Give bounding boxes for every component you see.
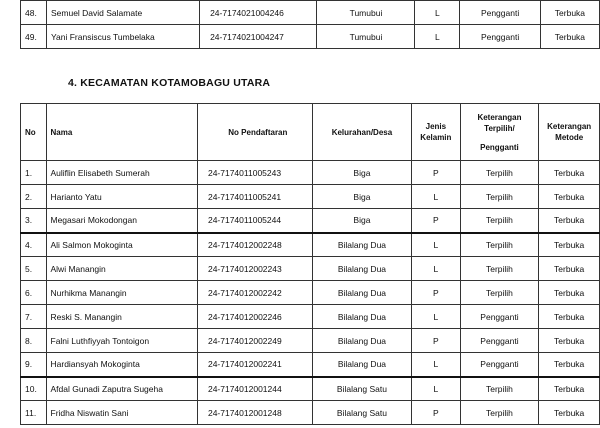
method: Terbuka	[539, 305, 600, 329]
header-name: Nama	[46, 104, 197, 161]
row-number: 49.	[21, 25, 47, 49]
header-registration: No Pendaftaran	[197, 104, 312, 161]
kelurahan: Tumubui	[317, 1, 415, 25]
status: Terpilih	[460, 401, 539, 425]
status: Pengganti	[460, 353, 539, 377]
gender: L	[415, 1, 460, 25]
registration-number: 24-7174021004247	[200, 25, 317, 49]
status: Terpilih	[460, 281, 539, 305]
table-row	[21, 185, 600, 209]
table-row	[21, 233, 600, 257]
section-title: 4. KECAMATAN KOTAMOBAGU UTARA	[68, 77, 271, 89]
kelurahan: Biga	[312, 209, 411, 233]
header-gender	[412, 104, 460, 161]
row-number: 11.	[21, 401, 47, 425]
method: Terbuka	[540, 25, 599, 49]
method: Terbuka	[539, 377, 600, 401]
registration-number: 24-7174012002248	[197, 233, 312, 257]
gender: P	[412, 281, 460, 305]
table-row	[21, 281, 600, 305]
registration-number: 24-7174012002249	[197, 329, 312, 353]
candidate-name: Hardiansyah Mokoginta	[46, 353, 197, 377]
registration-number: 24-7174012002246	[197, 305, 312, 329]
status: Pengganti	[460, 1, 541, 25]
status: Pengganti	[460, 329, 539, 353]
gender: P	[412, 209, 460, 233]
method: Terbuka	[539, 281, 600, 305]
status: Terpilih	[460, 257, 539, 281]
gender: L	[412, 353, 460, 377]
candidate-name: Ali Salmon Mokoginta	[46, 233, 197, 257]
kelurahan: Bilalang Dua	[312, 305, 411, 329]
row-number: 8.	[21, 329, 47, 353]
header-status	[460, 104, 539, 161]
method: Terbuka	[539, 161, 600, 185]
row-number: 6.	[21, 281, 47, 305]
row-number: 5.	[21, 257, 47, 281]
kelurahan: Bilalang Dua	[312, 353, 411, 377]
candidate-name: Semuel David Salamate	[46, 1, 199, 25]
table-row	[21, 209, 600, 233]
status: Terpilih	[460, 209, 539, 233]
candidate-name: Afdal Gunadi Zaputra Sugeha	[46, 377, 197, 401]
kelurahan: Bilalang Dua	[312, 281, 411, 305]
method: Terbuka	[540, 1, 599, 25]
registration-number: 24-7174011005243	[197, 161, 312, 185]
registration-number: 24-7174011005244	[197, 209, 312, 233]
kelurahan: Biga	[312, 185, 411, 209]
gender: P	[412, 329, 460, 353]
method: Terbuka	[539, 185, 600, 209]
table-row	[21, 305, 600, 329]
gender: L	[412, 233, 460, 257]
table-row	[21, 25, 600, 49]
gender: P	[412, 161, 460, 185]
candidate-name: Falni Luthfiyyah Tontoigon	[46, 329, 197, 353]
row-number: 1.	[21, 161, 47, 185]
kelurahan: Tumubui	[317, 25, 415, 49]
candidate-name: Yani Fransiscus Tumbelaka	[46, 25, 199, 49]
row-number: 3.	[21, 209, 47, 233]
registration-number: 24-7174012002243	[197, 257, 312, 281]
table-row	[21, 1, 600, 25]
kelurahan: Bilalang Dua	[312, 233, 411, 257]
candidate-name: Reski S. Manangin	[46, 305, 197, 329]
registration-number: 24-7174012002242	[197, 281, 312, 305]
candidate-name: Megasari Mokodongan	[46, 209, 197, 233]
method: Terbuka	[539, 401, 600, 425]
header-method-line2: Metode	[555, 133, 584, 142]
row-number: 9.	[21, 353, 47, 377]
header-kelurahan: Kelurahan/Desa	[312, 104, 411, 161]
table-header-row	[21, 104, 600, 161]
header-status-line1: Keterangan	[477, 112, 522, 122]
method: Terbuka	[539, 353, 600, 377]
header-status-line3: Pengganti	[480, 142, 519, 152]
method: Terbuka	[539, 233, 600, 257]
table-row	[21, 161, 600, 185]
registration-number: 24-7174021004246	[200, 1, 317, 25]
header-gender-line1: Jenis	[425, 122, 447, 131]
gender: L	[415, 25, 460, 49]
status: Terpilih	[460, 233, 539, 257]
candidate-name: Fridha Niswatin Sani	[46, 401, 197, 425]
header-method	[539, 104, 600, 161]
kelurahan: Bilalang Dua	[312, 329, 411, 353]
kelurahan: Bilalang Dua	[312, 257, 411, 281]
status: Terpilih	[460, 161, 539, 185]
row-number: 7.	[21, 305, 47, 329]
candidate-name: Harianto Yatu	[46, 185, 197, 209]
row-number: 10.	[21, 377, 47, 401]
row-number: 4.	[21, 233, 47, 257]
status: Terpilih	[460, 185, 539, 209]
table-row	[21, 377, 600, 401]
kelurahan: Bilalang Satu	[312, 377, 411, 401]
kelurahan: Bilalang Satu	[312, 401, 411, 425]
previous-section-table	[20, 0, 600, 49]
registration-number: 24-7174011005241	[197, 185, 312, 209]
gender: L	[412, 185, 460, 209]
table-row	[21, 257, 600, 281]
registration-number: 24-7174012001244	[197, 377, 312, 401]
gender: L	[412, 305, 460, 329]
table-row	[21, 329, 600, 353]
registration-number: 24-7174012001248	[197, 401, 312, 425]
header-gender-line2: Kelamin	[420, 133, 452, 142]
candidate-name: Auliflin Elisabeth Sumerah	[46, 161, 197, 185]
method: Terbuka	[539, 329, 600, 353]
row-number: 48.	[21, 1, 47, 25]
registration-number: 24-7174012002241	[197, 353, 312, 377]
gender: P	[412, 401, 460, 425]
header-method-line1: Keterangan	[547, 122, 592, 131]
status: Terpilih	[460, 377, 539, 401]
header-status-line2: Terpilih/	[484, 123, 515, 133]
header-no: No	[21, 104, 47, 161]
table-row	[21, 401, 600, 425]
kelurahan: Biga	[312, 161, 411, 185]
candidate-name: Nurhikma Manangin	[46, 281, 197, 305]
table-row	[21, 353, 600, 377]
row-number: 2.	[21, 185, 47, 209]
status: Pengganti	[460, 25, 541, 49]
candidate-table	[20, 103, 600, 425]
gender: L	[412, 257, 460, 281]
method: Terbuka	[539, 257, 600, 281]
candidate-name: Alwi Manangin	[46, 257, 197, 281]
gender: L	[412, 377, 460, 401]
method: Terbuka	[539, 209, 600, 233]
status: Pengganti	[460, 305, 539, 329]
